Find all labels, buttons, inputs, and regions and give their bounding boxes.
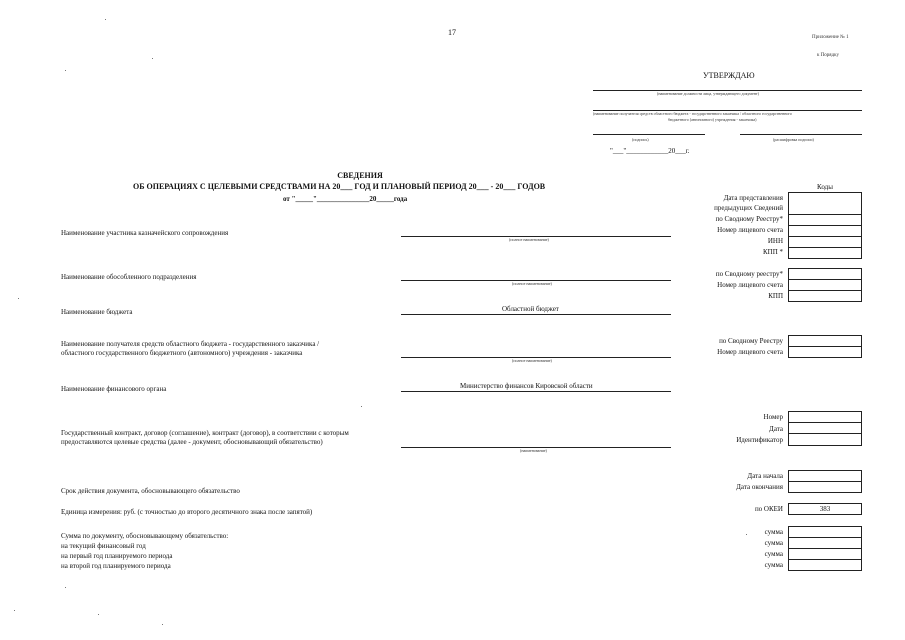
page-number: 17 [448,28,456,37]
subdivision-label: Наименование обособленного подразделения [61,273,197,281]
registry-label-3: по Сводному Реестру [719,337,783,345]
contract-label-2: предоставляются целевые средства (далее - документ, обосновывающий обязательство) [61,438,323,446]
start-date-cell[interactable] [789,471,861,482]
title-line-2: ОБ ОПЕРАЦИЯХ С ЦЕЛЕВЫМИ СРЕДСТВАМИ НА 20___ ГОД И ПЛАНОВЫЙ ПЕРИОД 20___ - 20___ ГОДОВ [133,182,546,191]
contract-label-1: Государственный контракт, договор (соглашение), контракт (договор), в соответствии с которым [61,429,349,437]
participant-label: Наименование участника казначейского сопровождения [61,229,229,237]
appendix-label: Приложение № 1 [812,35,849,40]
sum-code-label-1: сумма [764,528,783,536]
registry-cell-1[interactable] [789,215,861,226]
account-label-3: Номер лицевого счета [717,348,783,356]
codes-group-recipient [788,335,862,358]
kpp-cell-1[interactable] [789,248,861,258]
subdivision-caption: (полное наименование) [512,281,552,286]
codes-group-sums [788,526,862,571]
sum-code-label-2: сумма [764,539,783,547]
scan-speck [361,406,362,407]
codes-header: Коды [817,183,833,191]
scan-speck [162,624,163,625]
account-label-2: Номер лицевого счета [717,281,783,289]
sum-code-label-3: сумма [764,550,783,558]
inn-label: ИНН [767,237,783,245]
kpp-label-2: КПП [768,292,783,300]
registry-cell-2[interactable] [789,269,861,280]
budget-line [401,314,671,315]
codes-group-term [788,470,862,493]
kpp-cell-2[interactable] [789,291,861,301]
sum-cell-1[interactable] [789,527,861,538]
start-date-label: Дата начала [747,472,783,480]
sum-label: Сумма по документу, обосновывающему обязательство: [61,532,229,540]
signature-line [593,134,705,135]
finance-label: Наименование финансового органа [61,385,167,393]
scan-speck [65,70,66,71]
signature-caption: (подпись) [632,137,649,142]
end-date-label: Дата окончания [736,483,783,491]
end-date-cell[interactable] [789,482,861,492]
number-label: Номер [763,413,783,421]
sum-cell-2[interactable] [789,538,861,549]
sum-code-label-4: сумма [764,561,783,569]
approve-label: УТВЕРЖДАЮ [703,71,755,80]
scan-speck [746,534,747,535]
sum-cell-4[interactable] [789,560,861,570]
codes-group-okei [788,503,862,515]
account-label-1: Номер лицевого счета [717,226,783,234]
account-cell-2[interactable] [789,280,861,291]
approval-date: "___"____________20___г. [610,147,690,155]
recipient-caption-1: (наименование получателя средств областного бюджета - государственного заказчика / областного государственного [593,111,792,116]
recipient-label-1: Наименование получателя средств областного бюджета - государственного заказчика / [61,340,320,348]
sum-second-label: на второй год планируемого периода [61,562,171,570]
contract-identifier-cell[interactable] [789,434,861,445]
term-label: Срок действия документа, обосновывающего обязательство [61,487,240,495]
finance-value: Министерство финансов Кировской области [460,382,593,390]
title-line-1: СВЕДЕНИЯ [337,171,383,180]
scan-speck [18,298,19,299]
contract-number-cell[interactable] [789,412,861,423]
okei-label: по ОКЕИ [754,505,783,513]
sum-cell-3[interactable] [789,549,861,560]
participant-caption: (полное наименование) [509,237,549,242]
scan-speck [98,614,99,615]
registry-label-1: по Сводному Реестру* [715,215,783,223]
prev-date-cell[interactable] [789,193,861,215]
contract-caption: (наименование) [520,448,547,453]
codes-group-subdivision [788,268,862,302]
okei-cell[interactable]: 383 [819,505,831,513]
signature-decoding-line [740,134,862,135]
account-cell-1[interactable] [789,226,861,237]
account-cell-3[interactable] [789,347,861,357]
recipient-field-caption: (полное наименование) [512,358,552,363]
date-label: Дата [769,425,783,433]
unit-label: Единица измерения: руб. (с точностью до второго десятичного знака после запятой) [61,508,313,516]
kpp-label-1: КПП * [762,248,783,256]
recipient-label-2: областного государственного бюджетного (автономного) учреждения - заказчика [61,349,303,357]
contract-date-cell[interactable] [789,423,861,434]
scan-speck [14,610,15,611]
position-caption: (наименование должности лица, утверждающего документ) [657,91,759,96]
registry-label-2: по Сводному реестру* [715,270,783,278]
codes-group-contract [788,411,862,446]
finance-line [401,391,671,392]
prev-date-label-2: предыдущих Сведений [714,204,783,212]
scan-speck [152,58,153,59]
sum-current-label: на текущий финансовый год [61,542,146,550]
budget-label: Наименование бюджета [61,308,133,316]
inn-cell[interactable] [789,237,861,248]
appendix-to: к Порядку [817,53,839,58]
codes-group-participant [788,192,862,259]
scan-speck [65,587,66,588]
recipient-caption-2: бюджетного (автономного) учреждения - заказчика) [668,117,757,122]
identifier-label: Идентификатор [736,436,783,444]
sum-first-label: на первый год планируемого периода [61,552,173,560]
budget-value: Областной бюджет [502,305,559,313]
registry-cell-3[interactable] [789,336,861,347]
title-line-3: от "_____"_______________20_____года [283,195,408,203]
scan-speck [105,19,106,20]
prev-date-label-1: Дата представления [723,194,783,202]
signature-decoding-caption: (расшифровка подписи) [773,137,814,142]
